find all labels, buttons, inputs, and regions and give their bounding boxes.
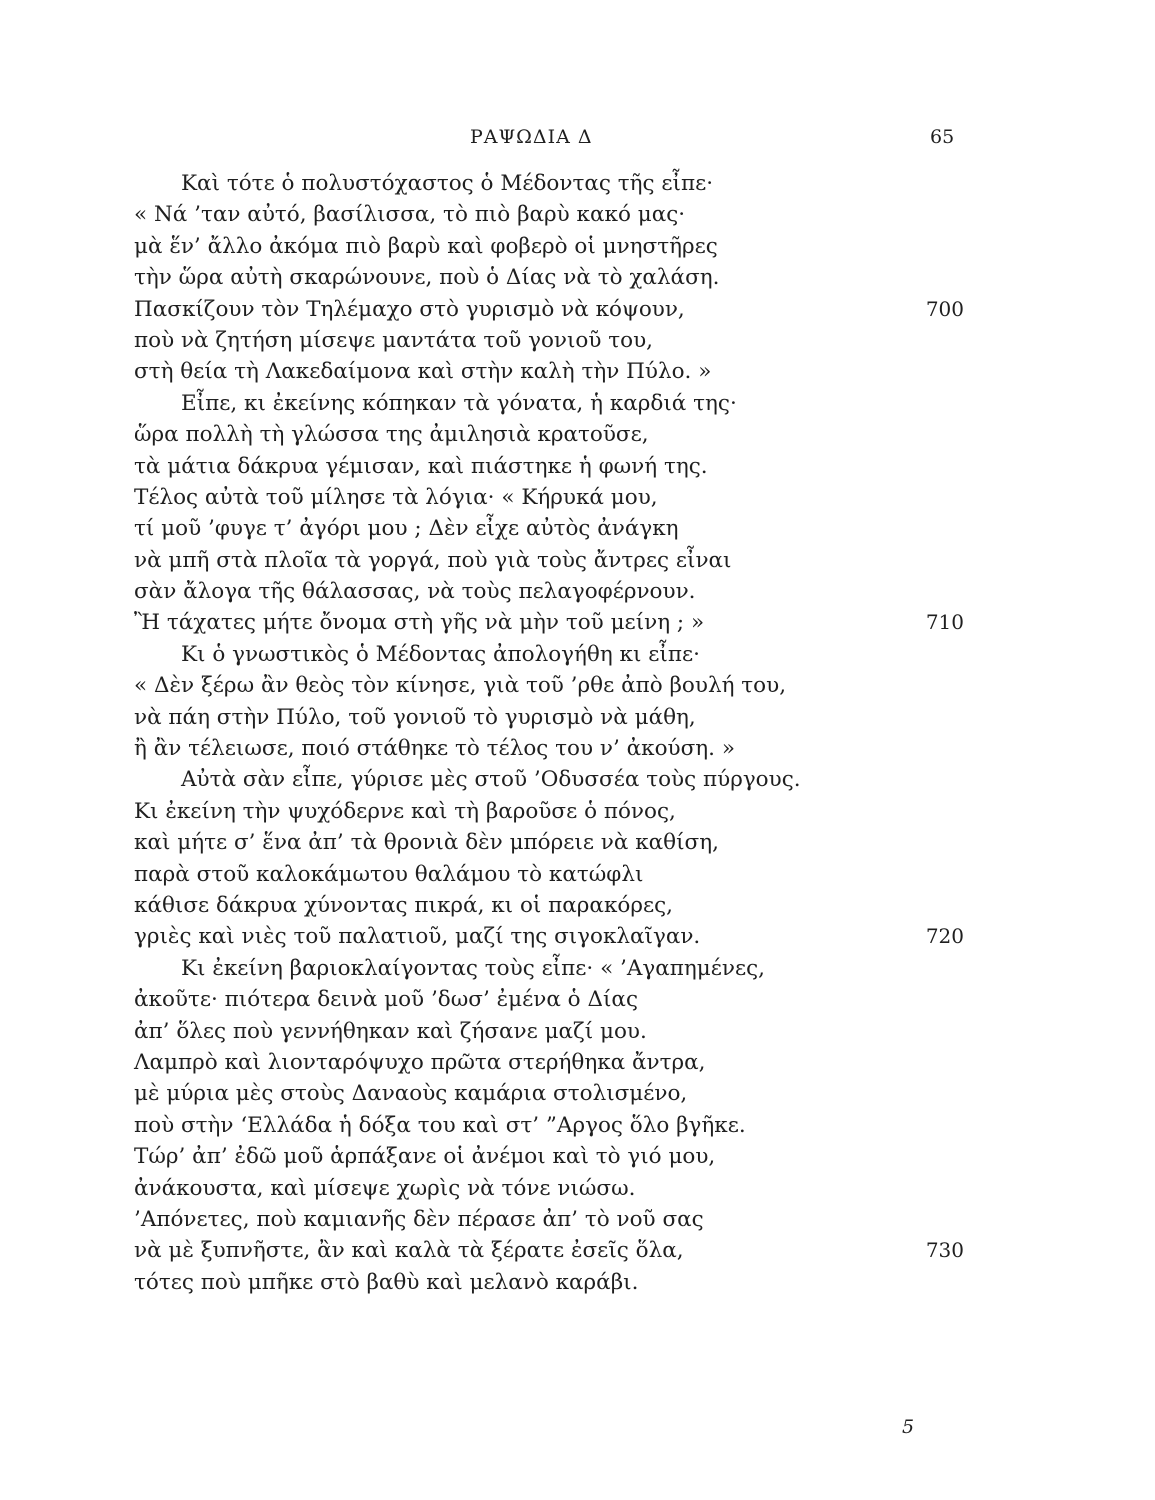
verse-line <box>134 670 964 701</box>
verse-line <box>134 482 964 513</box>
verse-text: καὶ μήτε σ’ ἕνα ἀπ’ τὰ θρονιὰ δὲν μπόρειε νὰ καθίση, <box>134 830 719 856</box>
verse-line <box>134 262 964 293</box>
verse-line <box>134 702 964 733</box>
verse-line <box>134 325 964 356</box>
verse-line <box>134 796 964 827</box>
verse-text: Τώρ’ ἀπ’ ἐδῶ μοῦ ἁρπάξανε οἱ ἀνέμοι καὶ τὸ γιό μου, <box>134 1144 716 1170</box>
verse-line <box>134 890 964 921</box>
verse-line <box>134 419 964 450</box>
verse-line <box>134 639 964 670</box>
verse-text: Εἶπε, κι ἐκείνης κόπηκαν τὰ γόνατα, ἡ καρδιά της· <box>181 390 737 416</box>
verse-text: τί μοῦ ’φυγε τ’ ἀγόρι μου ; Δὲν εἶχε αὐτὸς ἀνάγκη <box>134 516 679 542</box>
verse-line <box>134 1141 964 1172</box>
verse-text: ἢ ἂν τέλειωσε, ποιό στάθηκε τὸ τέλος του ν’ ἀκούση. » <box>134 736 735 762</box>
verse-text: γριὲς καὶ νιὲς τοῦ παλατιοῦ, μαζί της σιγοκλαῖγαν. <box>134 924 701 950</box>
verse-line <box>134 1204 964 1235</box>
verse-text: « Νά ’ταν αὐτό, βασίλισσα, τὸ πιὸ βαρὺ κακό μας· <box>134 202 686 228</box>
verse-line <box>134 764 964 795</box>
verse-line <box>134 388 964 419</box>
verse-line <box>134 827 964 858</box>
verse-line <box>134 607 964 638</box>
verse-line <box>134 545 964 576</box>
verse-line <box>134 859 964 890</box>
verse-number: 720 <box>925 924 964 949</box>
verse-text: στὴ θεία τὴ Λακεδαίμονα καὶ στὴν καλὴ τὴν Πύλο. » <box>134 359 712 385</box>
verse-line <box>134 1110 964 1141</box>
verse-line <box>134 356 964 387</box>
verse-line <box>134 199 964 230</box>
verse-text: ἀνάκουστα, καὶ μίσεψε χωρὶς νὰ τόνε νιώσω. <box>134 1175 636 1201</box>
verse-line <box>134 231 964 262</box>
verse-text: Λαμπρὸ καὶ λιονταρόψυχο πρῶτα στερήθηκα ἄντρα, <box>134 1049 706 1075</box>
verse-text: ’Απόνετες, ποὺ καμιανῆς δὲν πέρασε ἀπ’ τὸ νοῦ σας <box>134 1206 704 1232</box>
chapter-title: ΡΑΨΩΔΙΑ Δ <box>470 126 593 148</box>
verse-text: Καὶ τότε ὁ πολυστόχαστος ὁ Μέδοντας τῆς εἶπε· <box>181 171 714 196</box>
verse-text: μὲ μύρια μὲς στοὺς Δαναοὺς καμάρια στολισμένο, <box>134 1081 688 1107</box>
verse-line <box>134 1173 964 1204</box>
verse-line <box>134 1047 964 1078</box>
verse-number: 730 <box>925 1238 964 1263</box>
verse-number: 710 <box>925 610 964 635</box>
verse-text: Ἢ τάχατες μήτε ὄνομα στὴ γῆς νὰ μὴν τοῦ μείνη ; » <box>134 610 705 636</box>
verse-block <box>134 168 964 1298</box>
verse-line <box>134 168 964 199</box>
verse-text: σὰν ἄλογα τῆς θάλασσας, νὰ τοὺς πελαγοφέρνουν. <box>134 579 696 605</box>
verse-line <box>134 921 964 952</box>
verse-text: Αὐτὰ σὰν εἶπε, γύρισε μὲς στοῦ ’Οδυσσέα τοὺς πύργους. <box>181 767 801 793</box>
printer-signature-mark: 5 <box>902 1416 915 1438</box>
verse-text: παρὰ στοῦ καλοκάμωτου θαλάμου τὸ κατώφλι <box>134 861 644 887</box>
verse-text: νὰ μὲ ξυπνῆστε, ἂν καὶ καλὰ τὰ ξέρατε ἐσεῖς ὅλα, <box>134 1238 684 1264</box>
verse-text: Πασκίζουν τὸν Τηλέμαχο στὸ γυρισμὸ νὰ κόψουν, <box>134 296 685 322</box>
verse-line <box>134 1267 964 1298</box>
verse-text: τὴν ὥρα αὐτὴ σκαρώνουνε, ποὺ ὁ Δίας νὰ τὸ χαλάση. <box>134 265 720 291</box>
verse-text: νὰ μπῆ στὰ πλοῖα τὰ γοργά, ποὺ γιὰ τοὺς ἄντρες εἶναι <box>134 547 732 573</box>
verse-text: τὰ μάτια δάκρυα γέμισαν, καὶ πιάστηκε ἡ φωνή της. <box>134 453 708 479</box>
verse-line <box>134 513 964 544</box>
verse-line <box>134 953 964 984</box>
verse-text: ἀκοῦτε· πιότερα δεινὰ μοῦ ’δωσ’ ἐμένα ὁ Δίας <box>134 987 638 1013</box>
verse-number: 700 <box>925 296 964 321</box>
verse-line <box>134 451 964 482</box>
verse-text: Κι ἐκείνη τὴν ψυχόδερνε καὶ τὴ βαροῦσε ὁ πόνος, <box>134 798 676 824</box>
verse-line <box>134 984 964 1015</box>
verse-line <box>134 1078 964 1109</box>
verse-line <box>134 576 964 607</box>
verse-text: ἀπ’ ὅλες ποὺ γεννήθηκαν καὶ ζήσανε μαζί μου. <box>134 1018 647 1044</box>
verse-text: « Δὲν ξέρω ἂν θεὸς τὸν κίνησε, γιὰ τοῦ ’ρθε ἀπὸ βουλή του, <box>134 673 787 699</box>
page-number: 65 <box>930 126 955 148</box>
verse-text: μὰ ἕν’ ἄλλο ἀκόμα πιὸ βαρὺ καὶ φοβερὸ οἱ μνηστῆρες <box>134 233 718 259</box>
verse-line <box>134 294 964 325</box>
verse-text: ποὺ νὰ ζητήση μίσεψε μαντάτα τοῦ γονιοῦ του, <box>134 327 654 353</box>
verse-text: ποὺ στὴν ‘Ελλάδα ἡ δόξα του καὶ στ’ ”Αργος ὅλο βγῆκε. <box>134 1112 746 1138</box>
verse-text: Τέλος αὐτὰ τοῦ μίλησε τὰ λόγια· « Κήρυκά μου, <box>134 484 658 510</box>
verse-text: νὰ πάη στὴν Πύλο, τοῦ γονιοῦ τὸ γυρισμὸ νὰ μάθη, <box>134 704 696 730</box>
verse-line <box>134 733 964 764</box>
running-head <box>0 126 1155 150</box>
verse-text: κάθισε δάκρυα χύνοντας πικρά, κι οἱ παρακόρες, <box>134 892 673 918</box>
verse-text: ὥρα πολλὴ τὴ γλώσσα της ἀμιλησιὰ κρατοῦσε, <box>134 422 649 448</box>
verse-text: Κι ὁ γνωστικὸς ὁ Μέδοντας ἀπολογήθη κι εἶπε· <box>181 641 700 667</box>
verse-line <box>134 1235 964 1266</box>
verse-text: τότες ποὺ μπῆκε στὸ βαθὺ καὶ μελανὸ καράβι. <box>134 1269 639 1295</box>
verse-text: Κι ἐκείνη βαριοκλαίγοντας τοὺς εἶπε· « ’Αγαπημένες, <box>181 955 765 981</box>
verse-line <box>134 1016 964 1047</box>
